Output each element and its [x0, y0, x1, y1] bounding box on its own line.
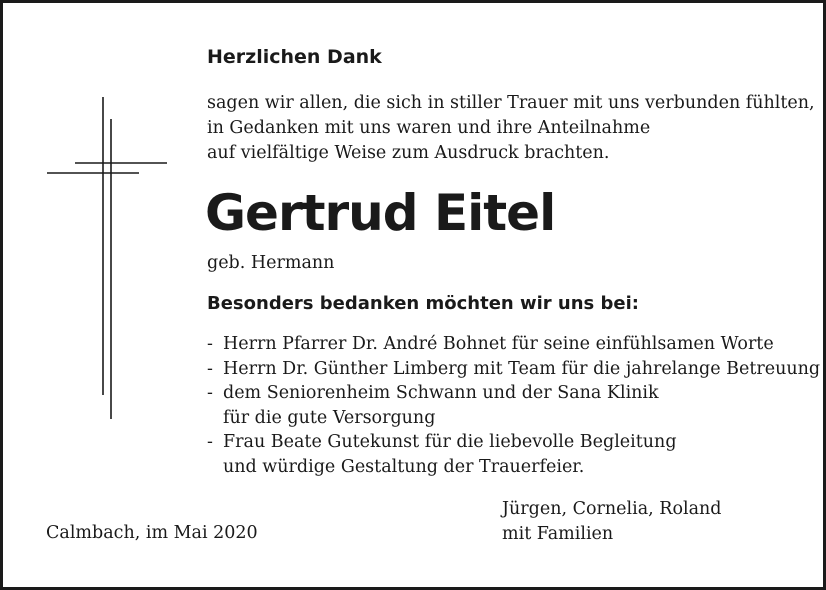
thanks-item — [207, 332, 820, 357]
maiden-name: geb. Hermann — [207, 253, 335, 273]
thanks-item — [207, 381, 820, 406]
thanks-item — [207, 430, 820, 455]
thanks-subheading: Besonders bedanken möchten wir uns bei: — [207, 293, 639, 314]
thanks-item — [207, 357, 820, 382]
thanks-title: Herzlichen Dank — [207, 46, 382, 68]
thanks-item-text: dem Seniorenheim Schwann und der Sana Klinik — [223, 383, 659, 403]
thanks-item-text: Herrn Pfarrer Dr. André Bohnet für seine einfühlsamen Worte — [223, 334, 774, 354]
intro-line: sagen wir allen, die sich in stiller Trauer mit uns verbunden fühlten, — [207, 93, 815, 113]
family-names: Jürgen, Cornelia, Roland — [502, 499, 722, 519]
place-date: Calmbach, im Mai 2020 — [46, 523, 258, 543]
family-suffix: mit Familien — [502, 524, 614, 544]
list-dash: - — [207, 383, 213, 403]
deceased-name: Gertrud Eitel — [205, 184, 556, 242]
thanks-item-text: Frau Beate Gutekunst für die liebevolle Begleitung — [223, 432, 677, 452]
thanks-list — [207, 332, 820, 479]
intro-text — [207, 91, 815, 166]
list-dash: - — [207, 334, 213, 354]
list-dash: - — [207, 432, 213, 452]
intro-line: in Gedanken mit uns waren und ihre Anteilnahme — [207, 118, 651, 138]
thanks-item-text: Herrn Dr. Günther Limberg mit Team für die jahrelange Betreuung — [223, 358, 821, 379]
intro-line: auf vielfältige Weise zum Ausdruck brachten. — [207, 143, 610, 163]
thanks-item-continuation: für die gute Versorgung — [223, 407, 436, 428]
list-dash: - — [207, 358, 213, 379]
family-signature — [502, 497, 722, 547]
thanks-item-continuation: und würdige Gestaltung der Trauerfeier. — [223, 456, 585, 477]
cross-icon — [43, 93, 173, 423]
